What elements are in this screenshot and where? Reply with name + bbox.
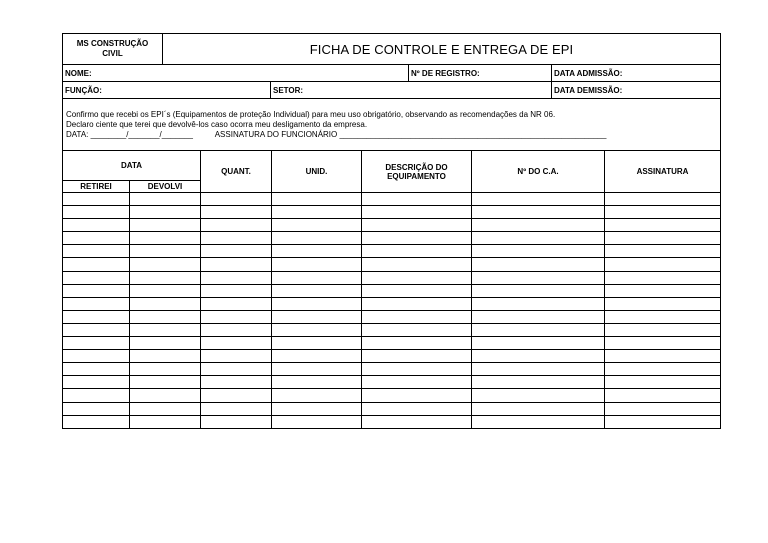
cell-devolvi[interactable]	[130, 284, 201, 297]
cell-descricao[interactable]	[362, 206, 472, 219]
cell-ca[interactable]	[472, 323, 605, 336]
table-row	[63, 297, 721, 310]
cell-ca[interactable]	[472, 271, 605, 284]
cell-descricao[interactable]	[362, 232, 472, 245]
cell-assinatura[interactable]	[605, 258, 721, 271]
cell-descricao[interactable]	[362, 258, 472, 271]
cell-devolvi[interactable]	[130, 232, 201, 245]
cell-assinatura[interactable]	[605, 284, 721, 297]
table-row	[63, 258, 721, 271]
cell-devolvi[interactable]	[130, 415, 201, 428]
epi-table	[62, 150, 721, 429]
cell-quant[interactable]	[201, 284, 272, 297]
cell-unid[interactable]	[272, 350, 362, 363]
cell-retirei[interactable]	[63, 402, 130, 415]
declaration-line-2: Declaro ciente que terei que devolvê-los caso ocorra meu desligamento da empresa.	[66, 119, 368, 129]
cell-assinatura[interactable]	[605, 219, 721, 232]
col-data: DATA	[63, 151, 201, 181]
cell-retirei[interactable]	[63, 350, 130, 363]
cell-retirei[interactable]	[63, 297, 130, 310]
cell-quant[interactable]	[201, 337, 272, 350]
cell-assinatura[interactable]	[605, 350, 721, 363]
epi-table-body	[63, 193, 721, 429]
cell-assinatura[interactable]	[605, 310, 721, 323]
cell-quant[interactable]	[201, 245, 272, 258]
registro-field[interactable]	[409, 65, 552, 82]
cell-unid[interactable]	[272, 219, 362, 232]
cell-descricao[interactable]	[362, 271, 472, 284]
nome-field[interactable]	[63, 65, 409, 82]
cell-assinatura[interactable]	[605, 363, 721, 376]
table-row	[63, 219, 721, 232]
cell-descricao[interactable]	[362, 415, 472, 428]
cell-devolvi[interactable]	[130, 258, 201, 271]
company-line-2: CIVIL	[102, 49, 123, 58]
cell-ca[interactable]	[472, 389, 605, 402]
cell-quant[interactable]	[201, 310, 272, 323]
declaration-block	[63, 99, 721, 151]
table-row	[63, 415, 721, 428]
cell-quant[interactable]	[201, 206, 272, 219]
cell-quant[interactable]	[201, 402, 272, 415]
cell-devolvi[interactable]	[130, 350, 201, 363]
cell-ca[interactable]	[472, 376, 605, 389]
cell-ca[interactable]	[472, 219, 605, 232]
cell-retirei[interactable]	[63, 389, 130, 402]
cell-retirei[interactable]	[63, 310, 130, 323]
cell-ca[interactable]	[472, 350, 605, 363]
table-row	[63, 193, 721, 206]
cell-ca[interactable]	[472, 193, 605, 206]
cell-descricao[interactable]	[362, 323, 472, 336]
table-row	[63, 284, 721, 297]
cell-devolvi[interactable]	[130, 337, 201, 350]
cell-devolvi[interactable]	[130, 271, 201, 284]
table-row	[63, 310, 721, 323]
cell-descricao[interactable]	[362, 245, 472, 258]
cell-retirei[interactable]	[63, 219, 130, 232]
cell-devolvi[interactable]	[130, 193, 201, 206]
cell-unid[interactable]	[272, 389, 362, 402]
cell-unid[interactable]	[272, 337, 362, 350]
cell-retirei[interactable]	[63, 232, 130, 245]
cell-descricao[interactable]	[362, 402, 472, 415]
cell-assinatura[interactable]	[605, 376, 721, 389]
cell-unid[interactable]	[272, 310, 362, 323]
cell-assinatura[interactable]	[605, 271, 721, 284]
table-row	[63, 389, 721, 402]
cell-assinatura[interactable]	[605, 402, 721, 415]
cell-quant[interactable]	[201, 389, 272, 402]
cell-retirei[interactable]	[63, 323, 130, 336]
cell-quant[interactable]	[201, 219, 272, 232]
cell-ca[interactable]	[472, 258, 605, 271]
cell-retirei[interactable]	[63, 271, 130, 284]
table-row	[63, 271, 721, 284]
cell-quant[interactable]	[201, 271, 272, 284]
cell-quant[interactable]	[201, 376, 272, 389]
cell-unid[interactable]	[272, 363, 362, 376]
declaration-line-1: Confirmo que recebi os EPI´s (Equipamentos de proteção Individual) para meu uso obrigatório, observando as recomendações da NR 06.	[66, 109, 556, 119]
cell-devolvi[interactable]	[130, 389, 201, 402]
table-row	[63, 232, 721, 245]
table-row	[63, 337, 721, 350]
cell-devolvi[interactable]	[130, 323, 201, 336]
cell-ca[interactable]	[472, 415, 605, 428]
cell-ca[interactable]	[472, 310, 605, 323]
cell-descricao[interactable]	[362, 376, 472, 389]
funcao-label: FUNÇÃO:	[65, 85, 102, 95]
cell-retirei[interactable]	[63, 284, 130, 297]
cell-retirei[interactable]	[63, 363, 130, 376]
cell-quant[interactable]	[201, 415, 272, 428]
cell-unid[interactable]	[272, 193, 362, 206]
epi-form	[62, 33, 720, 429]
cell-descricao[interactable]	[362, 193, 472, 206]
cell-unid[interactable]	[272, 323, 362, 336]
cell-assinatura[interactable]	[605, 297, 721, 310]
cell-devolvi[interactable]	[130, 310, 201, 323]
demissao-label: DATA DEMISSÃO:	[554, 85, 623, 95]
cell-retirei[interactable]	[63, 337, 130, 350]
demissao-field[interactable]	[552, 82, 721, 99]
setor-label: SETOR:	[273, 85, 304, 95]
cell-quant[interactable]	[201, 232, 272, 245]
cell-unid[interactable]	[272, 415, 362, 428]
cell-devolvi[interactable]	[130, 402, 201, 415]
cell-assinatura[interactable]	[605, 337, 721, 350]
cell-assinatura[interactable]	[605, 323, 721, 336]
cell-ca[interactable]	[472, 284, 605, 297]
form-fields-table	[62, 81, 721, 151]
admissao-label: DATA ADMISSÃO:	[554, 68, 623, 78]
form-header-table	[62, 33, 721, 82]
table-row	[63, 323, 721, 336]
cell-retirei[interactable]	[63, 193, 130, 206]
cell-unid[interactable]	[272, 232, 362, 245]
cell-descricao[interactable]	[362, 310, 472, 323]
cell-unid[interactable]	[272, 402, 362, 415]
cell-assinatura[interactable]	[605, 415, 721, 428]
cell-assinatura[interactable]	[605, 232, 721, 245]
cell-ca[interactable]	[472, 402, 605, 415]
cell-quant[interactable]	[201, 258, 272, 271]
cell-devolvi[interactable]	[130, 363, 201, 376]
table-row	[63, 206, 721, 219]
cell-ca[interactable]	[472, 363, 605, 376]
cell-retirei[interactable]	[63, 206, 130, 219]
cell-assinatura[interactable]	[605, 193, 721, 206]
cell-unid[interactable]	[272, 206, 362, 219]
declaration-date[interactable]: DATA: ________/_______/_______	[66, 129, 193, 139]
table-row	[63, 350, 721, 363]
cell-descricao[interactable]	[362, 284, 472, 297]
cell-unid[interactable]	[272, 284, 362, 297]
form-title: FICHA DE CONTROLE E ENTREGA DE EPI	[163, 34, 721, 65]
col-retirei: RETIREI	[63, 181, 130, 193]
col-descricao: DESCRIÇÃO DO EQUIPAMENTO	[362, 151, 472, 193]
col-ca: Nº DO C.A.	[472, 151, 605, 193]
cell-unid[interactable]	[272, 258, 362, 271]
cell-retirei[interactable]	[63, 258, 130, 271]
cell-unid[interactable]	[272, 271, 362, 284]
cell-descricao[interactable]	[362, 389, 472, 402]
cell-devolvi[interactable]	[130, 297, 201, 310]
admissao-field[interactable]	[552, 65, 721, 82]
col-unid: UNID.	[272, 151, 362, 193]
nome-label: NOME:	[65, 68, 92, 78]
registro-label: Nº DE REGISTRO:	[411, 68, 480, 78]
cell-devolvi[interactable]	[130, 376, 201, 389]
table-row	[63, 402, 721, 415]
cell-quant[interactable]	[201, 350, 272, 363]
cell-descricao[interactable]	[362, 297, 472, 310]
cell-devolvi[interactable]	[130, 219, 201, 232]
cell-quant[interactable]	[201, 323, 272, 336]
cell-retirei[interactable]	[63, 245, 130, 258]
cell-ca[interactable]	[472, 206, 605, 219]
cell-unid[interactable]	[272, 297, 362, 310]
setor-field[interactable]	[271, 82, 552, 99]
cell-devolvi[interactable]	[130, 206, 201, 219]
table-row	[63, 376, 721, 389]
table-row	[63, 245, 721, 258]
col-assinatura: ASSINATURA	[605, 151, 721, 193]
cell-unid[interactable]	[272, 245, 362, 258]
cell-unid[interactable]	[272, 376, 362, 389]
declaration-signature[interactable]: ASSINATURA DO FUNCIONÁRIO ____________________________________________________________	[214, 129, 607, 139]
cell-descricao[interactable]	[362, 337, 472, 350]
cell-ca[interactable]	[472, 337, 605, 350]
table-row	[63, 363, 721, 376]
col-devolvi: DEVOLVI	[130, 181, 201, 193]
cell-descricao[interactable]	[362, 350, 472, 363]
company-line-1: MS CONSTRUÇÃO	[76, 39, 149, 48]
cell-quant[interactable]	[201, 363, 272, 376]
cell-assinatura[interactable]	[605, 389, 721, 402]
cell-retirei[interactable]	[63, 376, 130, 389]
cell-quant[interactable]	[201, 193, 272, 206]
col-quant: QUANT.	[201, 151, 272, 193]
cell-quant[interactable]	[201, 297, 272, 310]
cell-descricao[interactable]	[362, 219, 472, 232]
funcao-field[interactable]	[63, 82, 271, 99]
cell-retirei[interactable]	[63, 415, 130, 428]
cell-ca[interactable]	[472, 232, 605, 245]
cell-descricao[interactable]	[362, 363, 472, 376]
cell-ca[interactable]	[472, 245, 605, 258]
cell-assinatura[interactable]	[605, 206, 721, 219]
cell-ca[interactable]	[472, 297, 605, 310]
cell-assinatura[interactable]	[605, 245, 721, 258]
cell-devolvi[interactable]	[130, 245, 201, 258]
company-name	[63, 34, 163, 65]
